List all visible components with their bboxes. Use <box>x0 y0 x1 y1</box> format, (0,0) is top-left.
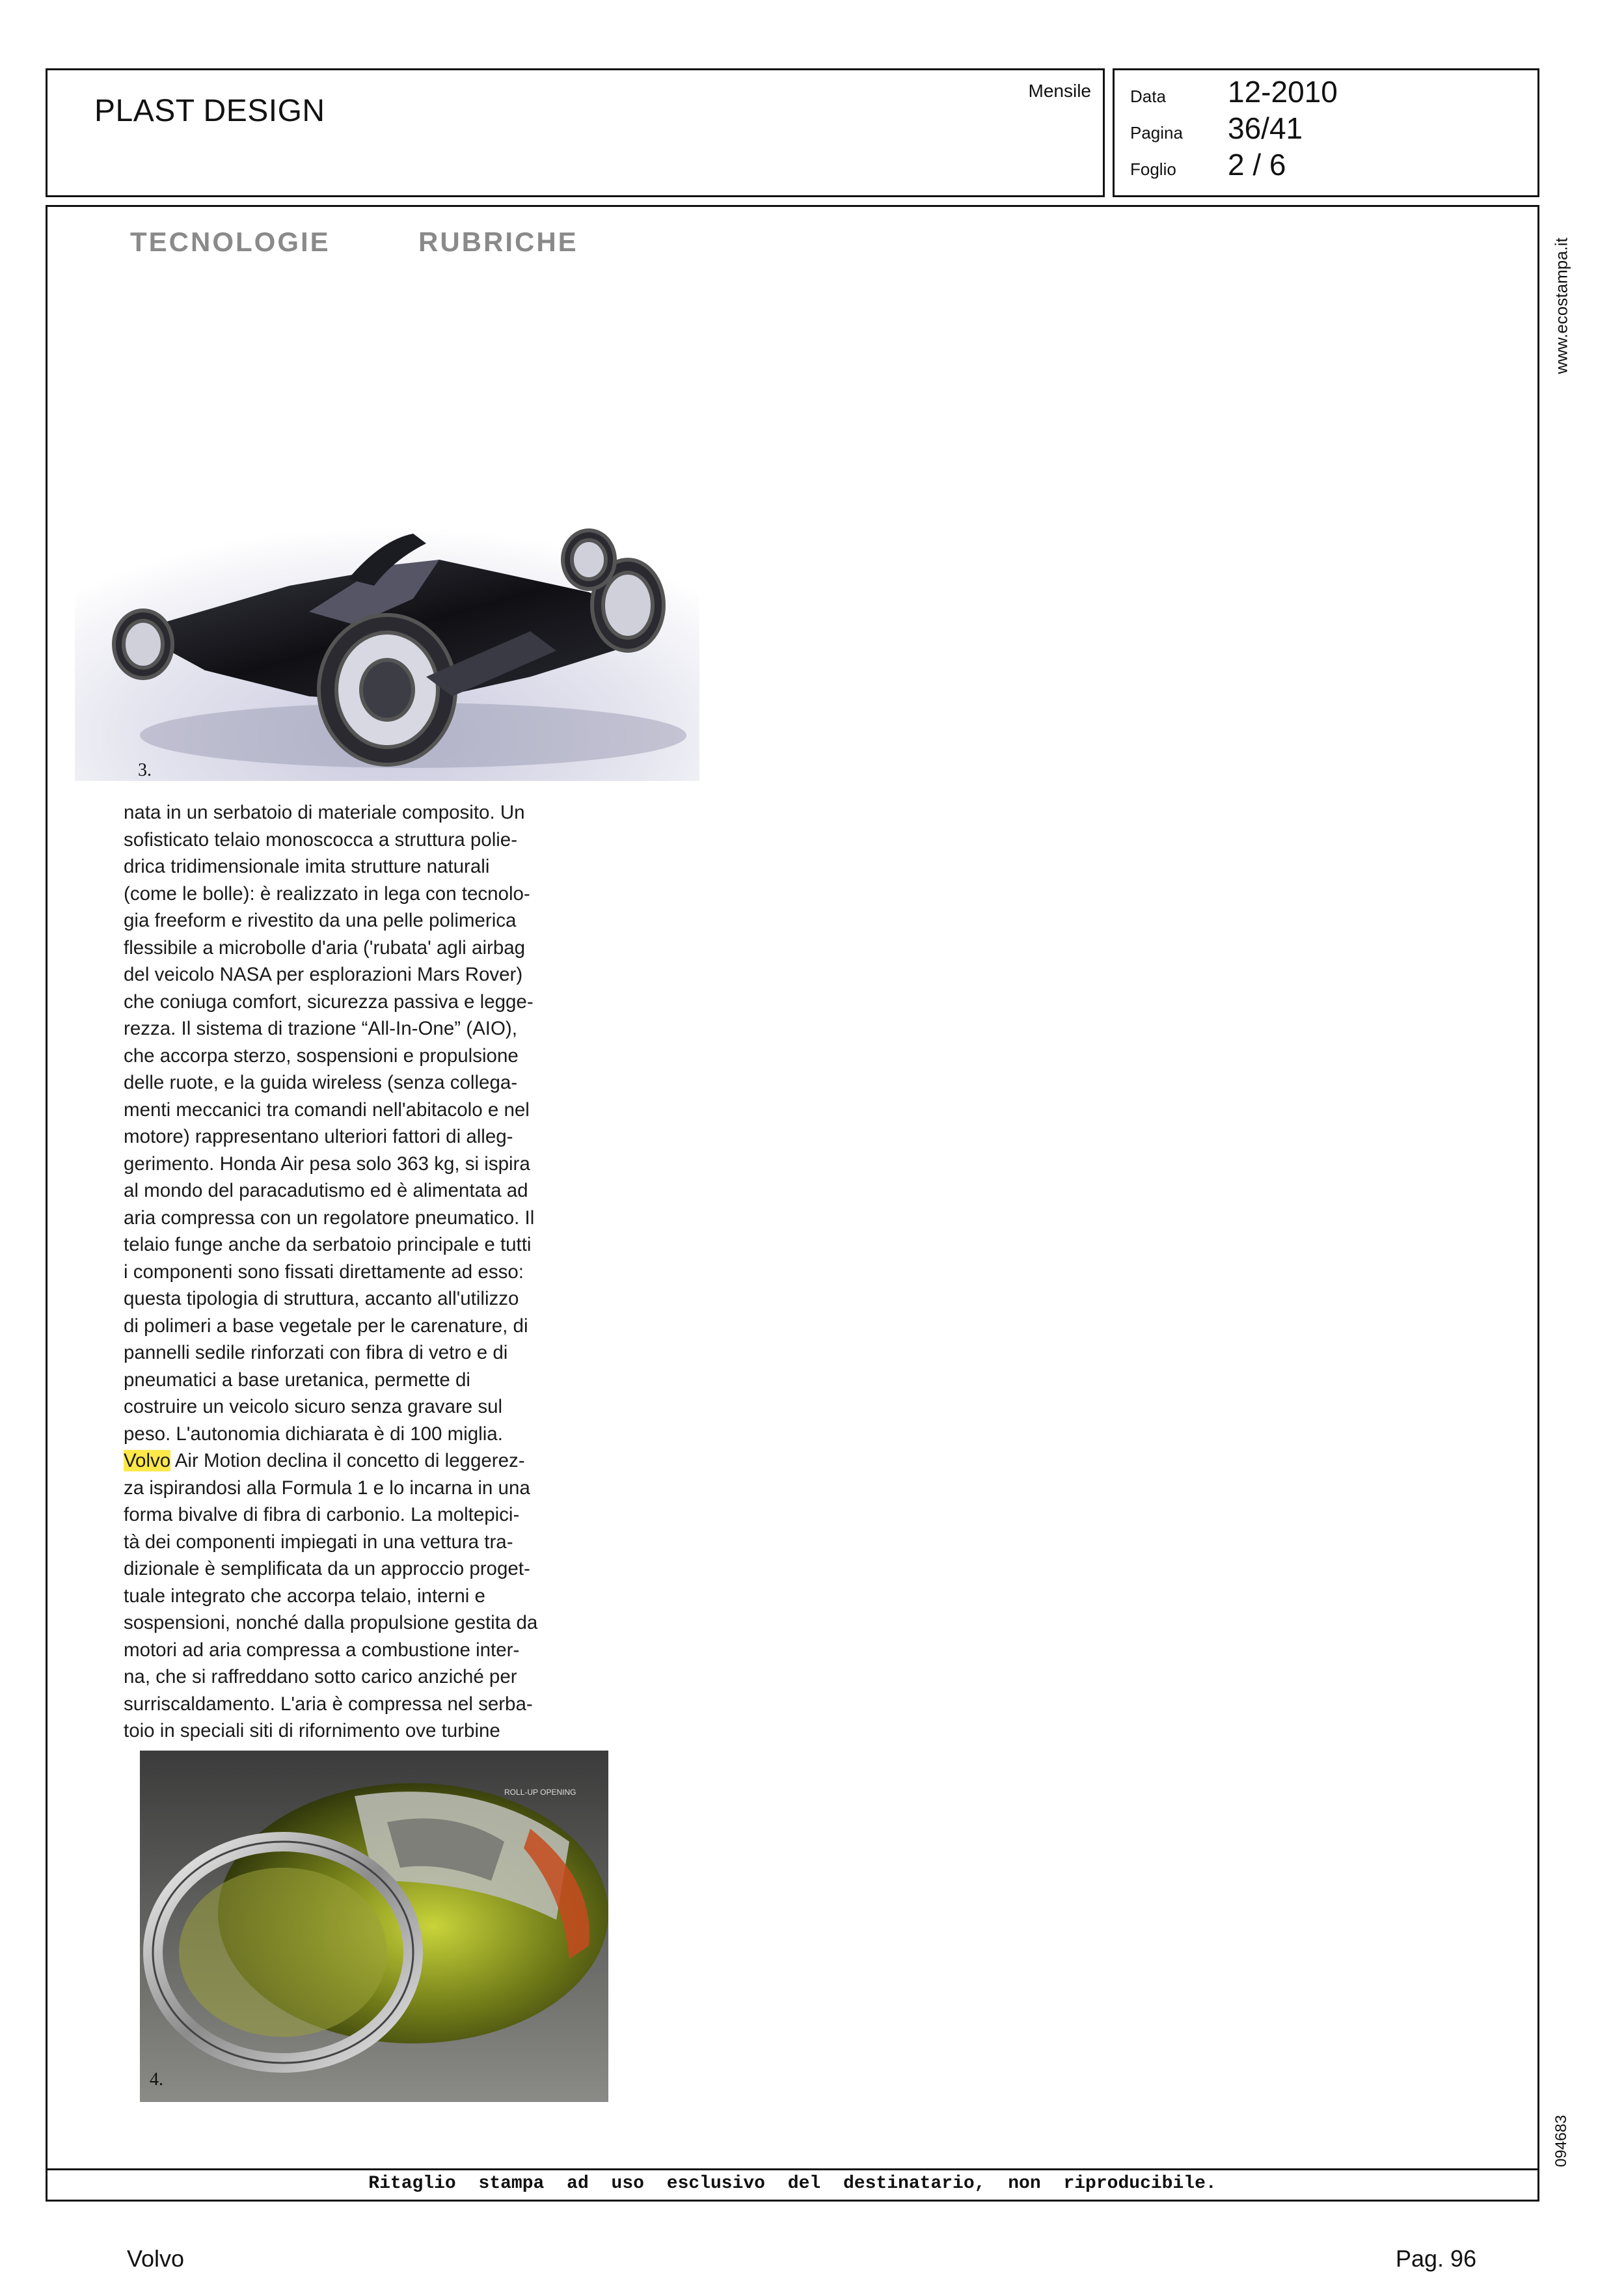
date-row <box>1130 74 1338 109</box>
article-line: (come le bolle): è realizzato in lega con tecnolo- <box>124 882 530 905</box>
date-value: 12-2010 <box>1228 75 1338 109</box>
article-line: del veicolo NASA per esplorazioni Mars Rover) <box>124 964 523 985</box>
article-line: flessibile a microbolle d'aria ('rubata' agli airbag <box>124 936 526 959</box>
section-tecnologie: TECNOLOGIE <box>130 226 331 257</box>
roll-up-opening-label: ROLL-UP OPENING <box>504 1788 576 1797</box>
section-rubriche: RUBRICHE <box>418 226 578 257</box>
article-line: di polimeri a base vegetale per le carenature, di <box>124 1315 528 1337</box>
article-text <box>124 799 599 1745</box>
date-label: Data <box>1130 87 1166 106</box>
article-line: rezza. Il sistema di trazione “All-In-One” (AIO), <box>124 1018 517 1039</box>
article-line: sospensioni, nonché dalla propulsione gestita da <box>124 1612 538 1633</box>
page-label: Pagina <box>1130 123 1183 143</box>
frequency-label: Mensile <box>1028 81 1091 101</box>
side-url <box>1549 221 1575 390</box>
figure-3-number: 3. <box>138 760 152 780</box>
header-meta-box <box>1113 68 1539 197</box>
highlighted-line-rest: Air Motion declina il concetto di leggerez- <box>170 1450 525 1471</box>
disclaimer-band: Ritaglio stampa ad uso esclusivo del destinatario, non riproducibile. <box>47 2168 1537 2200</box>
article-line: aria compressa con un regolatore pneumatico. Il <box>124 1207 535 1229</box>
article-line: delle ruote, e la guida wireless (senza collega- <box>124 1072 518 1093</box>
article-line: pneumatici a base uretanica, permette di <box>124 1369 470 1391</box>
article-line: na, che si raffreddano sotto carico anziché per <box>124 1666 517 1687</box>
article-line: peso. L'autonomia dichiarata è di 100 miglia. <box>124 1423 503 1445</box>
article-line: che accorpa sterzo, sospensioni e propulsione <box>124 1044 519 1067</box>
sheet-value: 2 / 6 <box>1228 148 1286 182</box>
highlighted-keyword: Volvo <box>124 1450 171 1471</box>
article-line: drica tridimensionale imita strutture naturali <box>124 856 490 877</box>
article-line: al mondo del paracadutismo ed è alimentata ad <box>124 1180 528 1201</box>
article-line: menti meccanici tra comandi nell'abitacolo e nel <box>124 1099 530 1121</box>
article-line: toio in speciali siti di rifornimento ove turbine <box>124 1720 500 1741</box>
article-line: i componenti sono fissati direttamente ad esso: <box>124 1261 524 1283</box>
article-line: gia freeform e rivestito da una pelle polimerica <box>124 910 517 931</box>
article-line: tà dei componenti impiegati in una vettura tra- <box>124 1531 513 1553</box>
article-line: za ispirandosi alla Formula 1 e lo incarna in una <box>124 1477 530 1499</box>
article-line: sofisticato telaio monoscocca a struttura polie- <box>124 828 518 851</box>
page-number: Pag. 96 <box>1396 2245 1477 2272</box>
article-line: motore) rappresentano ulteriori fattori di alleg- <box>124 1126 513 1147</box>
article-line: pannelli sedile rinforzati con fibra di vetro e di <box>124 1342 508 1363</box>
sheet-label: Foglio <box>1130 159 1176 179</box>
article-line: gerimento. Honda Air pesa solo 363 kg, si ispira <box>124 1153 530 1175</box>
volvo-air-motion-photo <box>140 1751 608 2102</box>
article-line: forma bivalve di fibra di carbonio. La moltepici- <box>124 1504 520 1525</box>
clipping-code: 094683 <box>1552 2114 1570 2168</box>
article-line: tuale integrato che accorpa telaio, interni e <box>124 1585 485 1607</box>
article-line: nata in un serbatoio di materiale composito. Un <box>124 802 525 823</box>
article-line: surriscaldamento. L'aria è compressa nel serba- <box>124 1693 533 1715</box>
ecostampa-url: www.ecostampa.it <box>1551 238 1571 374</box>
publication-title: PLAST DESIGN <box>94 94 325 128</box>
sheet-row <box>1130 147 1286 182</box>
keyword-label: Volvo <box>127 2245 185 2272</box>
page-value: 36/41 <box>1228 111 1303 145</box>
article-line: questa tipologia di struttura, accanto all'utilizzo <box>124 1288 519 1309</box>
header-publication-box <box>46 68 1105 197</box>
article-line: motori ad aria compressa a combustione inter- <box>124 1639 520 1661</box>
page-row <box>1130 111 1303 146</box>
figure-4-number: 4. <box>150 2069 163 2090</box>
article-line: costruire un veicolo sicuro senza gravare sul <box>124 1396 503 1417</box>
article-line-highlighted <box>124 1447 599 1475</box>
honda-air-photo <box>75 482 699 781</box>
side-code <box>1549 2105 1575 2177</box>
article-line: telaio funge anche da serbatoio principale e tutti <box>124 1234 532 1255</box>
article-line: dizionale è semplificata da un approccio proget- <box>124 1558 530 1579</box>
article-line: che coniuga comfort, sicurezza passiva e legge- <box>124 990 534 1013</box>
